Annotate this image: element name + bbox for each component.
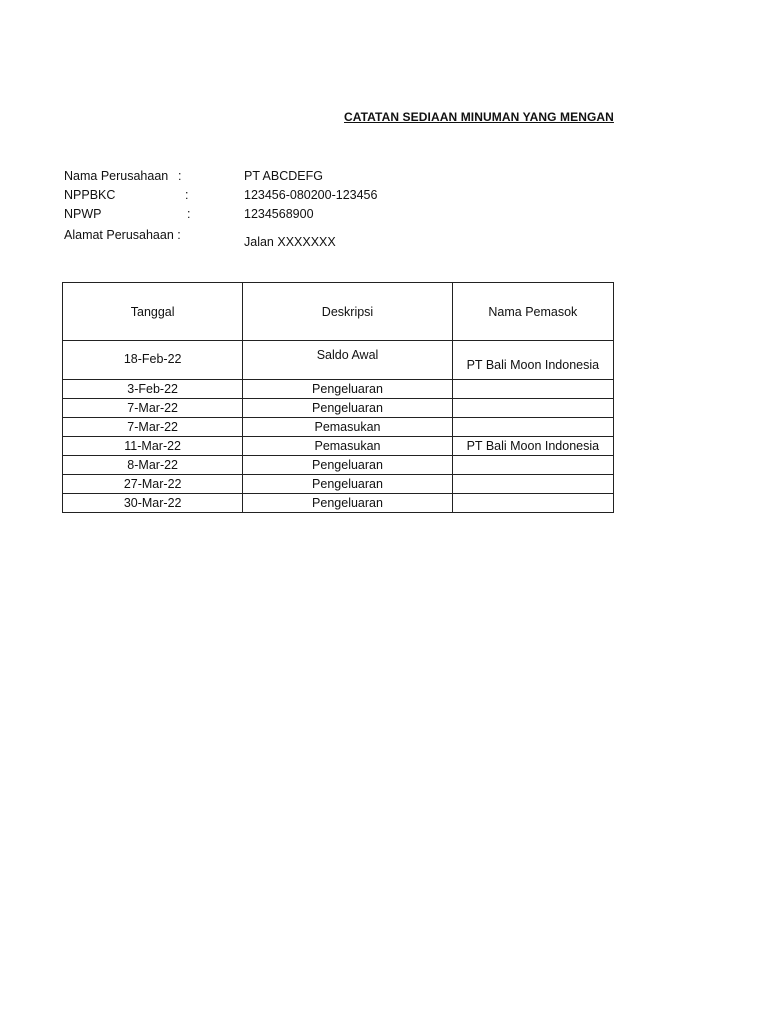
address-value: Jalan XXXXXXX [244,235,336,249]
cell-tanggal: 11-Mar-22 [63,437,243,456]
cell-deskripsi-text: Saldo Awal [316,348,379,362]
table-row [63,418,614,437]
cell-pemasok [452,418,613,437]
cell-tanggal: 8-Mar-22 [63,456,243,475]
cell-tanggal: 7-Mar-22 [63,399,243,418]
nppbkc-colon: : [185,188,189,202]
cell-pemasok: PT Bali Moon Indonesia [452,437,613,456]
nppbkc-value: 123456-080200-123456 [244,188,378,202]
table-row [63,475,614,494]
npwp-value: 1234568900 [244,207,314,221]
cell-tanggal-text: 18-Feb-22 [123,351,182,366]
cell-pemasok-text: PT Bali Moon Indonesia [466,358,600,372]
cell-deskripsi: Pengeluaran [243,399,452,418]
cell-tanggal: 30-Mar-22 [63,494,243,513]
cell-tanggal: 7-Mar-22 [63,418,243,437]
npwp-colon: : [187,207,191,221]
cell-tanggal: 27-Mar-22 [63,475,243,494]
table-row [63,437,614,456]
cell-pemasok [452,399,613,418]
company-name-colon: : [178,169,182,183]
npwp-label: NPWP [64,207,102,221]
header-tanggal: Tanggal [63,283,243,341]
cell-deskripsi [243,341,452,380]
cell-pemasok [452,494,613,513]
nppbkc-label: NPPBKC [64,188,116,202]
header-nama-pemasok: Nama Pemasok [452,283,613,341]
address-label: Alamat Perusahaan : [64,228,181,242]
table-row [63,456,614,475]
table-row [63,399,614,418]
cell-pemasok [452,341,613,380]
cell-deskripsi: Pengeluaran [243,494,452,513]
cell-pemasok [452,456,613,475]
cell-deskripsi: Pemasukan [243,418,452,437]
cell-tanggal: 3-Feb-22 [63,380,243,399]
table-row [63,494,614,513]
table-row [63,380,614,399]
cell-deskripsi: Pengeluaran [243,475,452,494]
document-title: CATATAN SEDIAAN MINUMAN YANG MENGAN [344,110,614,124]
cell-deskripsi: Pengeluaran [243,380,452,399]
company-name-label: Nama Perusahaan [64,169,169,183]
cell-deskripsi: Pengeluaran [243,456,452,475]
stock-record-table [62,282,614,513]
company-name-value: PT ABCDEFG [244,169,323,183]
cell-tanggal [63,341,243,380]
cell-pemasok [452,380,613,399]
header-deskripsi: Deskripsi [243,283,452,341]
table-row [63,341,614,380]
cell-pemasok [452,475,613,494]
cell-deskripsi: Pemasukan [243,437,452,456]
table-header-row [63,283,614,341]
